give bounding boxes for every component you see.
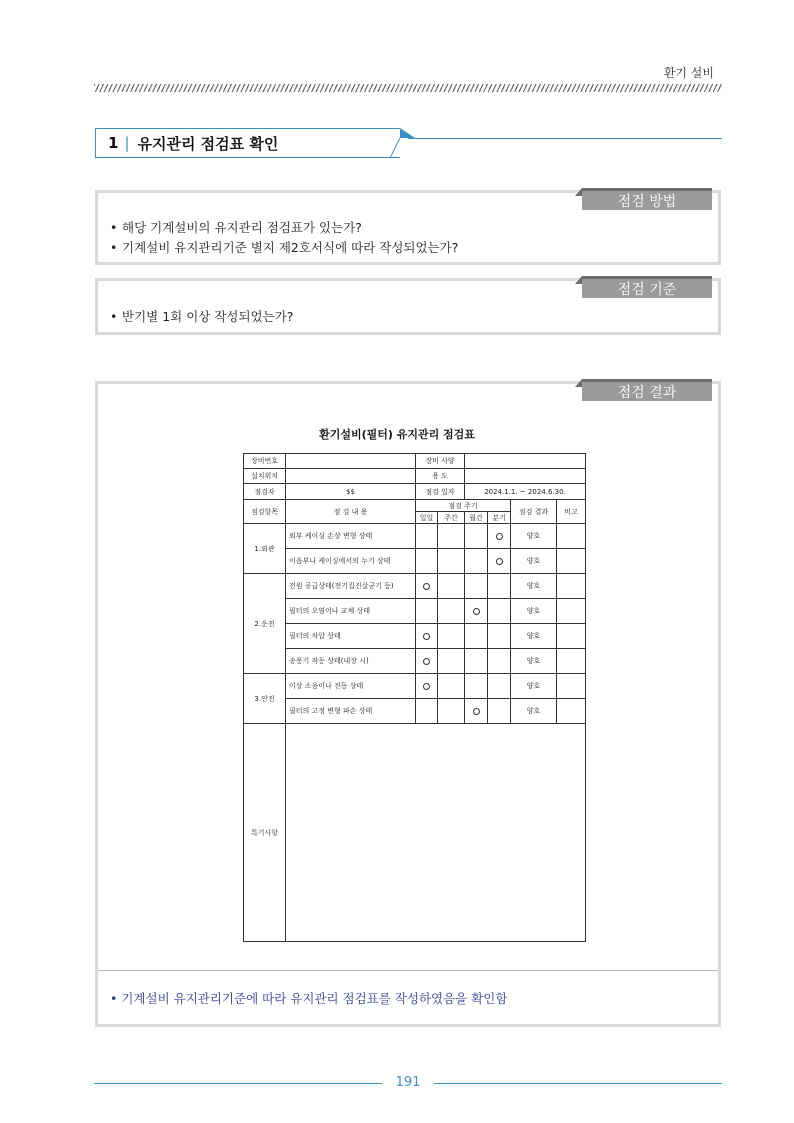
cycle-cell-quarterly [488, 549, 511, 574]
footer-rule-right [434, 1083, 722, 1084]
usage-label: 용 도 [416, 469, 465, 484]
cycle-cell-monthly [465, 524, 488, 549]
form-row-location [244, 469, 586, 484]
cycle-cell-monthly [465, 649, 488, 674]
section-divider: | [124, 134, 130, 152]
method-panel [95, 190, 721, 265]
cycle-cell-weekly [438, 699, 465, 724]
cycle-mark-icon [496, 533, 503, 540]
location-value [286, 469, 416, 484]
criteria-item-1: • 반기별 1회 이상 작성되었는가? [110, 307, 293, 327]
criteria-list [110, 307, 293, 327]
col-result-header: 점검 결과 [511, 500, 557, 524]
cycle-cell-weekly [438, 599, 465, 624]
inspection-remarks [557, 649, 586, 674]
inspection-group-label: 3.안전 [244, 674, 286, 724]
inspector-label: 점검자 [244, 484, 286, 500]
equipment-no-label: 장비번호 [244, 454, 286, 469]
inspection-row [244, 674, 586, 699]
col-quarterly-header: 분기 [488, 512, 511, 524]
location-label: 설치위치 [244, 469, 286, 484]
cycle-cell-daily [416, 649, 438, 674]
inspection-content: 필터의 차압 상태 [286, 624, 416, 649]
cycle-cell-monthly [465, 599, 488, 624]
section-title-slant-decoration [388, 126, 418, 160]
inspection-content: 필터의 오염이나 교체 상태 [286, 599, 416, 624]
section-number: 1 [108, 134, 119, 152]
cycle-mark-icon [423, 633, 430, 640]
inspection-content: 이상 소음이나 진동 상태 [286, 674, 416, 699]
cycle-cell-quarterly [488, 524, 511, 549]
cycle-cell-monthly [465, 549, 488, 574]
form-header-row-1 [244, 500, 586, 512]
cycle-cell-weekly [438, 624, 465, 649]
col-item-header: 점검항목 [244, 500, 286, 524]
inspection-content: 송풍기 작동 상태(내장 시) [286, 649, 416, 674]
cycle-cell-daily [416, 549, 438, 574]
method-list [110, 218, 458, 258]
cycle-mark-icon [423, 658, 430, 665]
inspection-result: 양호 [511, 549, 557, 574]
result-conclusion: • 기계설비 유지관리기준에 따라 유지관리 점검표를 작성하였음을 확인함 [110, 991, 508, 1006]
equipment-spec-label: 장비 사양 [416, 454, 465, 469]
cycle-cell-daily [416, 574, 438, 599]
cycle-cell-monthly [465, 674, 488, 699]
inspection-content: 전원 공급상태(전기집진살균기 등) [286, 574, 416, 599]
col-cycle-header: 점검 주기 [416, 500, 511, 512]
form-body [244, 524, 586, 724]
inspection-result: 양호 [511, 599, 557, 624]
inspection-result: 양호 [511, 574, 557, 599]
inspection-group-label: 1.외관 [244, 524, 286, 574]
running-header: 환기 설비 [663, 66, 714, 80]
method-item-1: • 해당 기계설비의 유지관리 점검표가 있는가? [110, 218, 458, 238]
header-hatch-rule [94, 84, 722, 92]
cycle-mark-icon [423, 683, 430, 690]
inspection-result: 양호 [511, 524, 557, 549]
col-content-header: 점 검 내 용 [286, 500, 416, 524]
form-row-inspector [244, 484, 586, 500]
cycle-mark-icon [473, 608, 480, 615]
date-label: 점검 일자 [416, 484, 465, 500]
cycle-cell-daily [416, 599, 438, 624]
inspection-remarks [557, 624, 586, 649]
col-daily-header: 일일 [416, 512, 438, 524]
inspection-row [244, 524, 586, 549]
cycle-cell-quarterly [488, 699, 511, 724]
cycle-cell-quarterly [488, 599, 511, 624]
result-divider [98, 970, 718, 971]
inspection-remarks [557, 699, 586, 724]
cycle-cell-weekly [438, 674, 465, 699]
equipment-no-value [286, 454, 416, 469]
inspection-result: 양호 [511, 624, 557, 649]
cycle-cell-quarterly [488, 574, 511, 599]
form-title: 환기설비(필터) 유지관리 점검표 [319, 428, 475, 441]
inspection-result: 양호 [511, 699, 557, 724]
inspection-row [244, 574, 586, 599]
section-title-rule [408, 138, 722, 139]
cycle-mark-icon [423, 583, 430, 590]
cycle-cell-monthly [465, 624, 488, 649]
usage-value [465, 469, 586, 484]
section-title-text: 유지관리 점검표 확인 [137, 134, 279, 153]
inspection-result: 양호 [511, 674, 557, 699]
inspection-content: 필터의 고정 변형 파손 상태 [286, 699, 416, 724]
cycle-cell-weekly [438, 524, 465, 549]
inspection-row [244, 649, 586, 674]
equipment-spec-value [465, 454, 586, 469]
inspection-remarks [557, 599, 586, 624]
cycle-cell-monthly [465, 574, 488, 599]
inspection-row [244, 549, 586, 574]
date-value: 2024.1.1. ~ 2024.6.30. [465, 484, 586, 500]
cycle-cell-daily [416, 699, 438, 724]
cycle-mark-icon [473, 708, 480, 715]
col-remarks-header: 비고 [557, 500, 586, 524]
inspection-form-table [243, 453, 586, 942]
criteria-panel-tag: 점검 기준 [582, 276, 712, 298]
form-notes-row [244, 724, 586, 942]
cycle-cell-quarterly [488, 624, 511, 649]
inspection-row [244, 624, 586, 649]
inspection-remarks [557, 549, 586, 574]
cycle-cell-weekly [438, 574, 465, 599]
inspection-remarks [557, 524, 586, 549]
cycle-mark-icon [496, 558, 503, 565]
cycle-cell-daily [416, 624, 438, 649]
page-number: 191 [395, 1075, 421, 1090]
result-panel-tag: 점검 결과 [582, 379, 712, 401]
inspector-value: $$ [286, 484, 416, 500]
notes-value [286, 724, 586, 942]
cycle-cell-weekly [438, 549, 465, 574]
notes-label: 특기사항 [244, 724, 286, 942]
inspection-group-label: 2.운전 [244, 574, 286, 674]
footer-rule-left [94, 1083, 382, 1084]
criteria-panel [95, 278, 721, 335]
inspection-remarks [557, 674, 586, 699]
cycle-cell-monthly [465, 699, 488, 724]
col-monthly-header: 월간 [465, 512, 488, 524]
cycle-cell-quarterly [488, 674, 511, 699]
inspection-row [244, 699, 586, 724]
inspection-row [244, 599, 586, 624]
cycle-cell-daily [416, 524, 438, 549]
inspection-content: 외부 케이싱 손상 변형 상태 [286, 524, 416, 549]
method-panel-tag: 점검 방법 [582, 188, 712, 210]
col-weekly-header: 주간 [438, 512, 465, 524]
section-title [95, 128, 400, 158]
inspection-remarks [557, 574, 586, 599]
cycle-cell-daily [416, 674, 438, 699]
cycle-cell-weekly [438, 649, 465, 674]
inspection-content: 이음부나 케이싱에서의 누기 상태 [286, 549, 416, 574]
form-row-equipment [244, 454, 586, 469]
method-item-2: • 기계설비 유지관리기준 별지 제2호서식에 따라 작성되었는가? [110, 238, 458, 258]
inspection-result: 양호 [511, 649, 557, 674]
cycle-cell-quarterly [488, 649, 511, 674]
